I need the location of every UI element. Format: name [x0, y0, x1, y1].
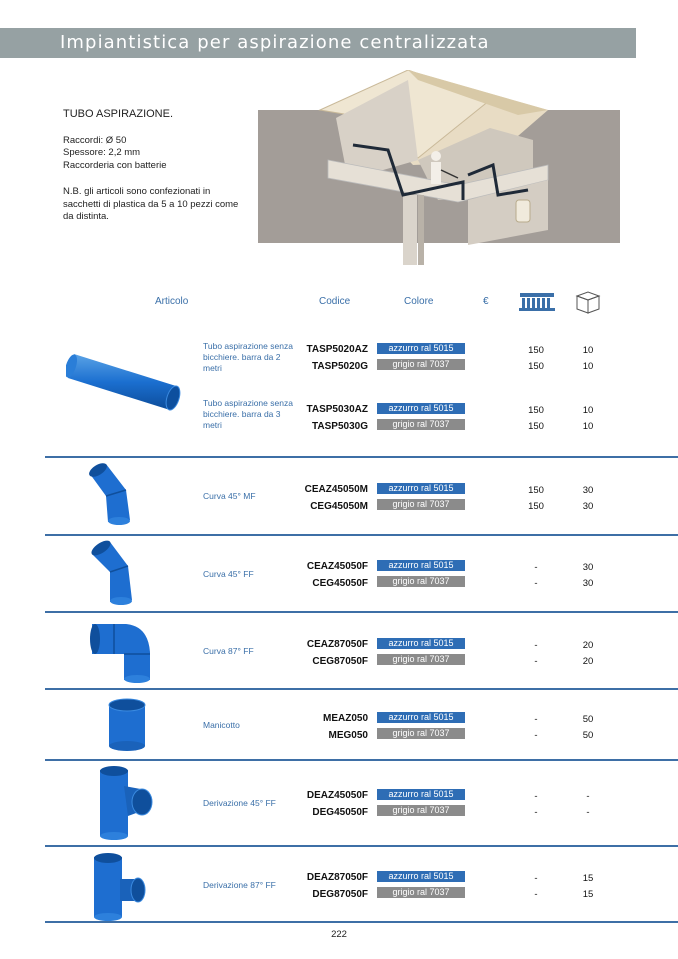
- qty-box: 30: [582, 562, 594, 573]
- product-code: DEAZ45050F: [306, 790, 368, 801]
- product-code: CEAZ87050F: [306, 639, 368, 650]
- product-code: DEAZ87050F: [306, 872, 368, 883]
- qty-pallet: -: [534, 578, 538, 589]
- column-header-code: Codice: [319, 296, 351, 307]
- qty-pallet: -: [534, 640, 538, 651]
- column-header-article: Articolo: [155, 296, 189, 307]
- product-code: DEG87050F: [312, 889, 368, 900]
- intro-note: N.B. gli articoli sono confezionati in sacchetti di plastica da 5 a 10 pezzi come da distinta.: [63, 186, 239, 222]
- color-badge-grey: grigio ral 7037: [377, 419, 465, 430]
- intro-line: Raccordi: Ø 50: [63, 134, 127, 146]
- product-code: TASP5030G: [312, 421, 368, 432]
- product-code: TASP5030AZ: [306, 404, 368, 415]
- qty-pallet: 150: [528, 485, 544, 496]
- qty-box: 15: [582, 889, 594, 900]
- qty-box: -: [586, 791, 590, 802]
- qty-box: 50: [582, 730, 594, 741]
- qty-box: -: [586, 807, 590, 818]
- color-badge-grey: grigio ral 7037: [377, 654, 465, 665]
- color-badge-blue: azzurro ral 5015: [377, 638, 465, 649]
- qty-box: 50: [582, 714, 594, 725]
- qty-pallet: 150: [528, 361, 544, 372]
- row-separator: [45, 611, 678, 613]
- product-code: TASP5020G: [312, 361, 368, 372]
- qty-box: 10: [582, 361, 594, 372]
- branch-87-ff-image: [90, 851, 150, 921]
- column-header-color: Colore: [404, 296, 434, 307]
- product-description: Tubo aspirazione senza bicchiere. barra da 2 metri: [203, 341, 293, 373]
- color-badge-blue: azzurro ral 5015: [377, 560, 465, 571]
- qty-box: 15: [582, 873, 594, 884]
- product-description: Curva 45° MF: [203, 491, 256, 501]
- qty-pallet: -: [534, 656, 538, 667]
- product-code: DEG45050F: [312, 807, 368, 818]
- product-description: Derivazione 45° FF: [203, 798, 276, 808]
- qty-box: 30: [582, 501, 594, 512]
- row-separator: [45, 921, 678, 923]
- qty-pallet: -: [534, 562, 538, 573]
- color-badge-grey: grigio ral 7037: [377, 728, 465, 739]
- color-badge-grey: grigio ral 7037: [377, 576, 465, 587]
- page-header-banner: [0, 28, 636, 58]
- elbow-87-ff-image: [90, 618, 154, 684]
- qty-box: 30: [582, 485, 594, 496]
- product-description: Derivazione 87° FF: [203, 880, 276, 890]
- elbow-45-ff-image: [90, 540, 142, 606]
- qty-box: 10: [582, 345, 594, 356]
- color-badge-blue: azzurro ral 5015: [377, 403, 465, 414]
- qty-box: 20: [582, 640, 594, 651]
- product-code: CEAZ45050M: [304, 484, 368, 495]
- row-separator: [45, 759, 678, 761]
- column-header-price: €: [483, 296, 489, 307]
- qty-pallet: 150: [528, 405, 544, 416]
- color-badge-grey: grigio ral 7037: [377, 499, 465, 510]
- elbow-45-mf-image: [86, 462, 138, 528]
- color-badge-grey: grigio ral 7037: [377, 887, 465, 898]
- row-separator: [45, 688, 678, 690]
- row-separator: [45, 456, 678, 458]
- page-number: 222: [331, 929, 347, 940]
- qty-pallet: -: [534, 730, 538, 741]
- qty-pallet: 150: [528, 345, 544, 356]
- qty-pallet: -: [534, 714, 538, 725]
- qty-pallet: -: [534, 873, 538, 884]
- product-code: MEAZ050: [322, 713, 368, 724]
- qty-pallet: 150: [528, 501, 544, 512]
- qty-pallet: -: [534, 889, 538, 900]
- intro-block: [63, 108, 248, 224]
- intro-line: Spessore: 2,2 mm: [63, 147, 141, 158]
- intro-title: TUBO ASPIRAZIONE.: [63, 108, 174, 120]
- branch-45-ff-image: [96, 764, 158, 840]
- row-separator: [45, 534, 678, 536]
- product-code: CEAZ45050F: [306, 561, 368, 572]
- product-description: Curva 45° FF: [203, 569, 254, 579]
- row-separator: [45, 845, 678, 847]
- intro-line: Raccorderia con batterie: [63, 159, 167, 171]
- qty-pallet: -: [534, 807, 538, 818]
- product-code: TASP5020AZ: [306, 344, 368, 355]
- box-icon: [574, 289, 602, 315]
- product-code: CEG45050M: [310, 501, 368, 512]
- qty-pallet: -: [534, 791, 538, 802]
- product-description: Curva 87° FF: [203, 646, 254, 656]
- color-badge-blue: azzurro ral 5015: [377, 712, 465, 723]
- color-badge-blue: azzurro ral 5015: [377, 483, 465, 494]
- coupling-image: [107, 697, 147, 753]
- color-badge-grey: grigio ral 7037: [377, 805, 465, 816]
- qty-box: 10: [582, 421, 594, 432]
- house-illustration: [258, 70, 620, 275]
- qty-box: 30: [582, 578, 594, 589]
- product-code: CEG45050F: [312, 578, 368, 589]
- product-description: Tubo aspirazione senza bicchiere. barra da 3 metri: [203, 398, 293, 430]
- pipe-image: [66, 348, 186, 414]
- qty-pallet: 150: [528, 421, 544, 432]
- qty-box: 10: [582, 405, 594, 416]
- page-title: Impiantistica per aspirazione centralizzata: [60, 32, 490, 53]
- color-badge-blue: azzurro ral 5015: [377, 789, 465, 800]
- color-badge-blue: azzurro ral 5015: [377, 871, 465, 882]
- product-description: Manicotto: [203, 720, 240, 730]
- product-code: MEG050: [328, 730, 368, 741]
- qty-box: 20: [582, 656, 594, 667]
- product-code: CEG87050F: [312, 656, 368, 667]
- color-badge-grey: grigio ral 7037: [377, 359, 465, 370]
- pallet-icon: [518, 291, 556, 313]
- color-badge-blue: azzurro ral 5015: [377, 343, 465, 354]
